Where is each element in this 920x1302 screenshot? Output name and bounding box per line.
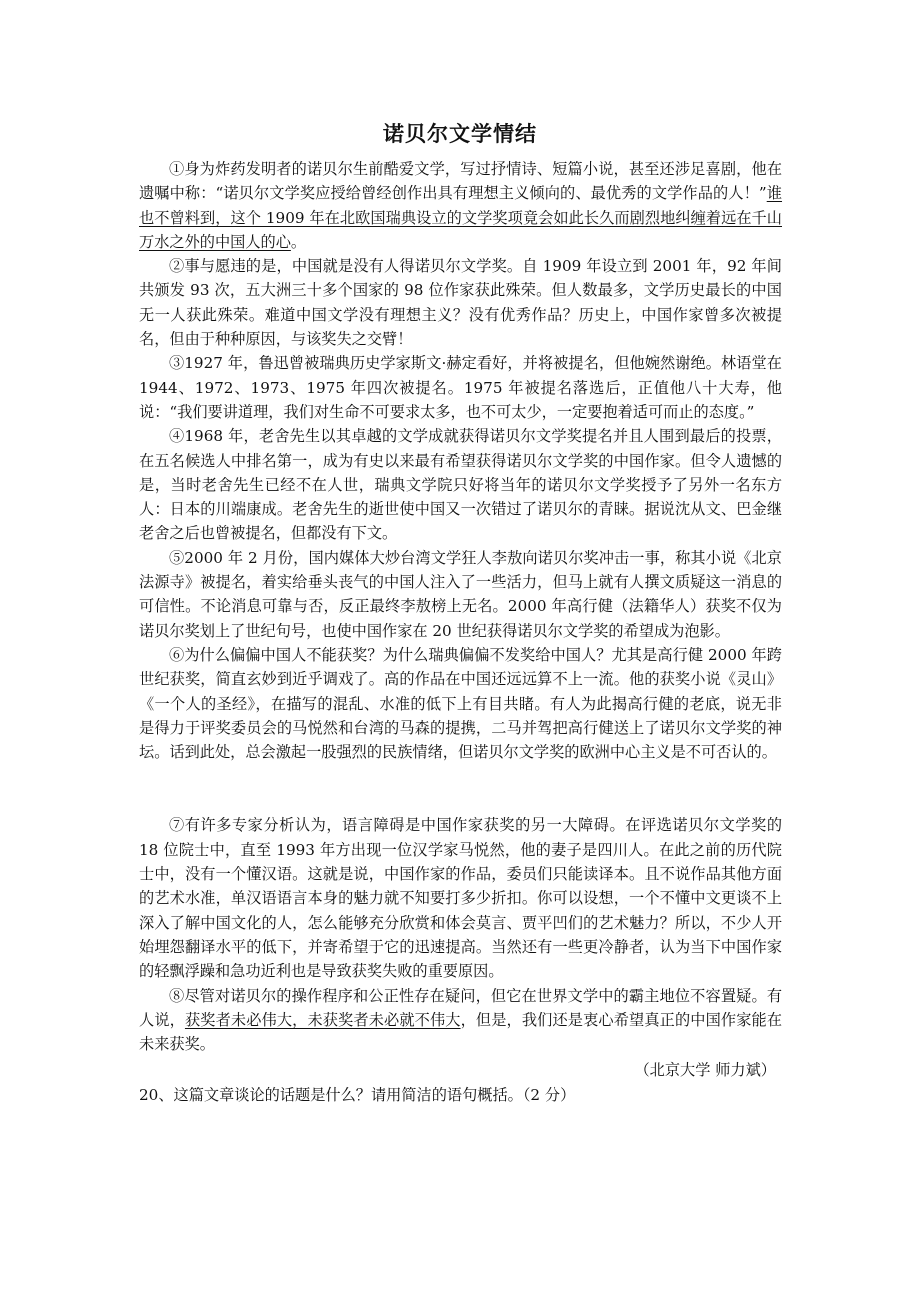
article-body [139,157,782,1107]
paragraph-3: ③1927 年，鲁迅曾被瑞典历史学家斯文·赫定看好，并将被提名，但他婉然谢绝。林语堂在 1944、1972、1973、1975 年四次被提名。1975 年被提名落选后，正值他八十大寿，他说：“我们要讲道理，我们对生命不可要求太多，也不可太少，一定要抱着适可而止的态度。” [139,354,782,421]
paragraph-8-text: ⑧尽管对诺贝尔的操作程序和公正性存在疑问，但它在世界文学中的霸主地位不容置疑。有人说， [139,986,782,1029]
paragraph-6: ⑥为什么偏偏中国人不能获奖？为什么瑞典偏偏不发奖给中国人？尤其是高行健 2000 年跨世纪获奖，简直玄妙到近乎调戏了。高的作品在中国还远远算不上一流。他的获奖小说《灵山》《一个人的圣经》，在描写的混乱、水准的低下上有目共睹。有人为此揭高行健的老底，说无非是得力于评奖委员会的马悦然和台湾的马森的提携，二马并驾把高行健送上了诺贝尔文学奖的神坛。话到此处，总会激起一股强烈的民族情绪，但诺贝尔文学奖的欧洲中心主义是不可否认的。 [139,645,782,762]
paragraph-2: ②事与愿违的是，中国就是没有人得诺贝尔文学奖。自 1909 年设立到 2001 年，92 年间共颁发 93 次，五大洲三十多个国家的 98 位作家获此殊荣。但人数最多，文学历史最长的中国无一人获此殊荣。难道中国文学没有理想主义？没有优秀作品？历史上，中国作家曾多次被提名，但由于种种原因，与该奖失之交臂！ [139,257,782,349]
article-source: （北京大学 师力斌） [634,1061,776,1080]
paragraph-1-end: 。 [290,232,307,251]
page-break-gap [139,764,782,813]
article-title: 诺贝尔文学情结 [383,122,537,146]
question-20: 20、这篇文章谈论的话题是什么？请用简洁的语句概括。（2 分） [139,1085,576,1104]
paragraph-7: ⑦有许多专家分析认为，语言障碍是中国作家获奖的另一大障碍。在评选诺贝尔文学奖的 18 位院士中，直至 1993 年方出现一位汉学家马悦然，他的妻子是四川人。在此之前的历代院士中，没有一个懂汉语。这就是说，中国作家的作品，委员们只能读译本。且不说作品其他方面的艺术水准，单汉语语言本身的魅力就不知要打多少折扣。你可以设想，一个不懂中文更谈不上深入了解中国文化的人，怎么能够充分欣赏和体会莫言、贾平凹们的艺术魅力？所以，不少人开始埋怨翻译水平的低下，并寄希望于它的迅速提高。当然还有一些更冷静者，认为当下中国作家的轻飘浮躁和急功近利也是导致获奖失败的重要原因。 [139,816,782,981]
paragraph-1-underlined: 谁也不曾料到，这个 1909 年在北欧国瑞典设立的文学奖项竟会如此长久而剧烈地纠缠着远在千山万水之外的中国人的心 [139,184,783,251]
paragraph-8 [139,984,782,1057]
paragraph-1 [139,157,782,254]
paragraph-8-end: ，但是，我们还是衷心希望真正的中国作家能在未来获奖。 [139,1010,782,1054]
paragraph-5: ⑤2000 年 2 月份，国内媒体大炒台湾文学狂人李敖向诺贝尔奖冲击一事，称其小说《北京法源寺》被提名，着实给垂头丧气的中国人注入了一些活力，但马上就有人撰文质疑这一消息的可信性。不论消息可靠与否，反正最终李敖榜上无名。2000 年高行健（法籍华人）获奖不仅为诺贝尔奖划上了世纪句号，也使中国作家在 20 世纪获得诺贝尔文学奖的希望成为泡影。 [139,548,782,640]
paragraph-1-text: ①身为炸药发明者的诺贝尔生前酷爱文学，写过抒情诗、短篇小说，甚至还涉足喜剧，他在遗嘱中称：“诺贝尔文学奖应授给曾经创作出具有理想主义倾向的、最优秀的文学作品的人！” [139,160,782,203]
paragraph-8-underlined: 获奖者未必伟大，未获奖者未必就不伟大 [184,1010,461,1029]
paragraph-4: ④1968 年，老舍先生以其卓越的文学成就获得诺贝尔文学奖提名并且人围到最后的投票，在五名候选人中排名第一，成为有史以来最有希望获得诺贝尔文学奖的中国作家。但令人遗憾的是，当时老舍先生已经不在人世，瑞典文学院只好将当年的诺贝尔文学奖授予了另外一名东方人：日本的川端康成。老舍先生的逝世使中国又一次错过了诺贝尔的青睐。据说沈从文、巴金继老舍之后也曾被提名，但都没有下文。 [139,427,782,543]
